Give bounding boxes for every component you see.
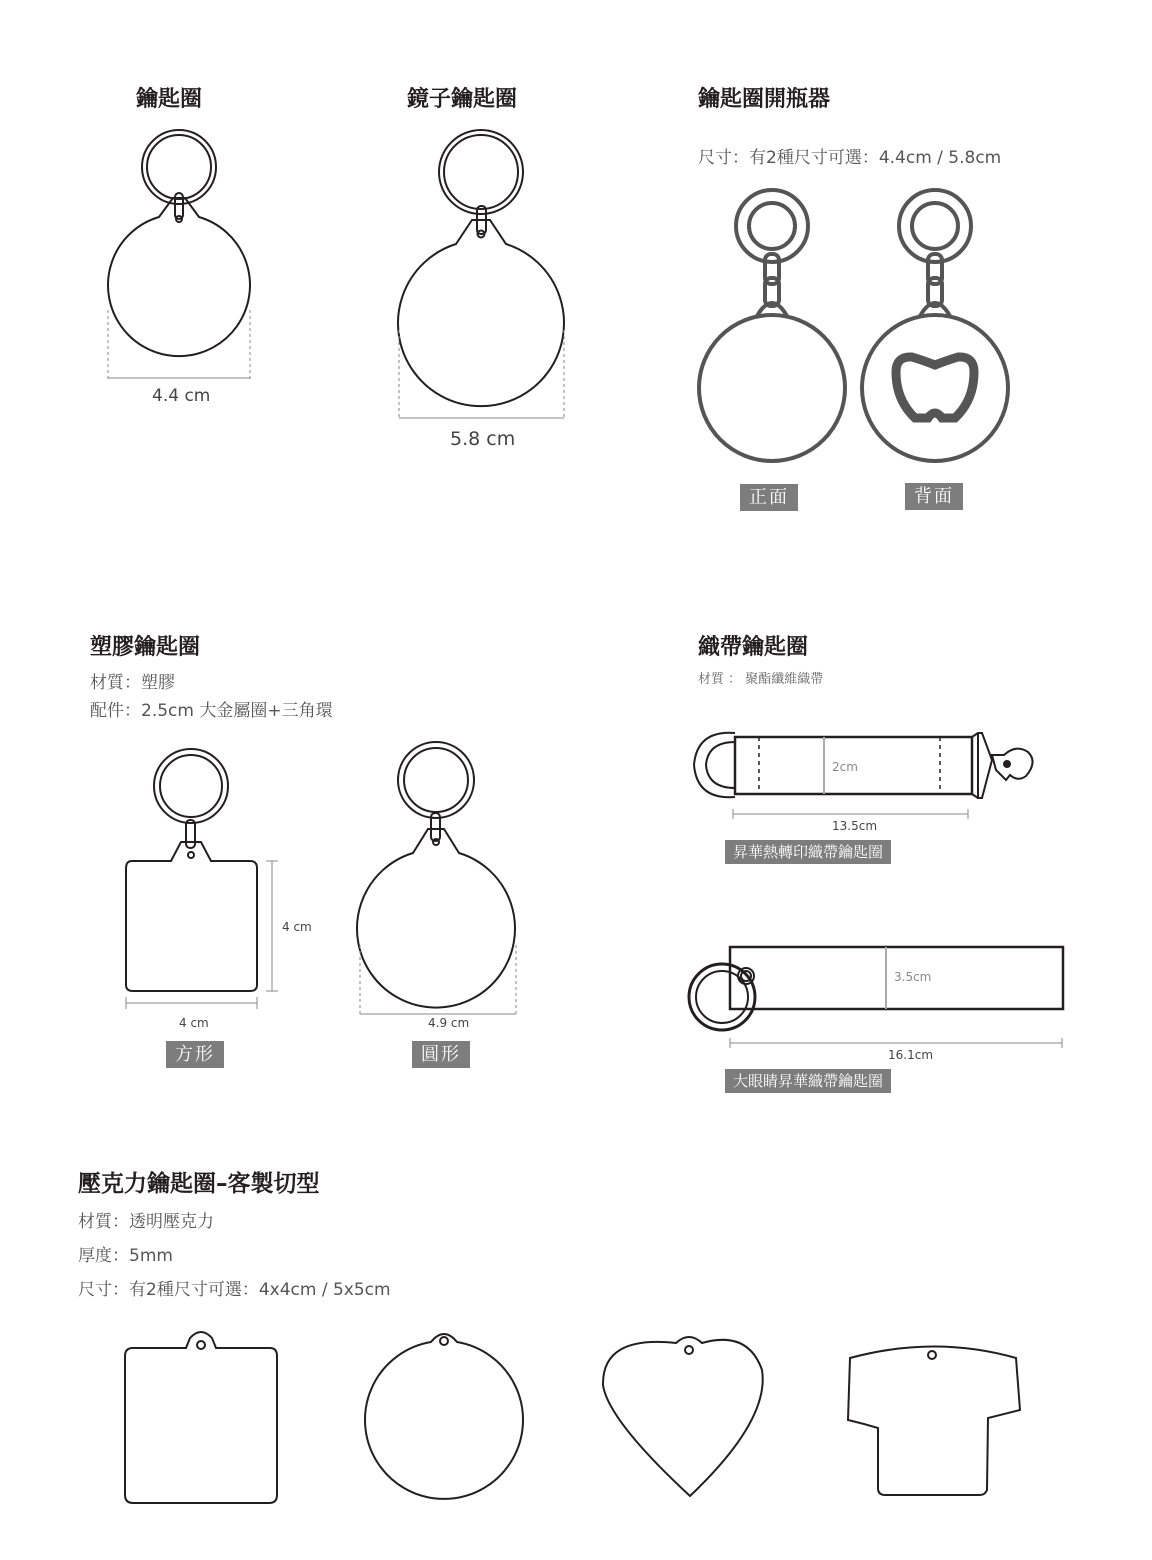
bottle-opener-icon: [896, 357, 974, 418]
acrylic-keyring-title: 壓克力鑰匙圈–客製切型: [78, 1171, 320, 1197]
plastic-square-drawing: [126, 749, 257, 991]
eyelet-width: 3.5cm: [894, 970, 932, 984]
strap-material: 材質 ： 聚酯纖維織帶: [698, 672, 824, 687]
acrylic-thickness: 厚度：5mm: [78, 1246, 173, 1266]
heat-transfer-label: 昇華熱轉印織帶鑰匙圈: [725, 840, 891, 864]
acrylic-size-note: 尺寸：有2種尺寸可選：4x4cm / 5x5cm: [78, 1280, 391, 1300]
opener-front-label: 正面: [740, 484, 798, 511]
heat-transfer-length: 13.5cm: [832, 819, 878, 833]
plastic-keyring-title: 塑膠鑰匙圈: [90, 635, 201, 660]
mirror-keyring-drawing: [398, 130, 564, 406]
tshirt-shape-icon: [848, 1347, 1020, 1496]
plastic-round-label: 圓形: [412, 1041, 470, 1068]
plastic-square-label: 方形: [166, 1041, 224, 1068]
circle-shape-icon: [365, 1334, 523, 1499]
plastic-square-height: 4 cm: [282, 920, 312, 934]
strap-keyring-title: 織帶鑰匙圈: [698, 635, 809, 660]
mirror-keyring-dimension: 5.8 cm: [450, 428, 516, 450]
acrylic-material: 材質：透明壓克力: [78, 1212, 214, 1232]
plastic-material: 材質：塑膠: [90, 673, 175, 693]
plastic-square-width: 4 cm: [179, 1016, 209, 1030]
eyelet-label: 大眼睛昇華織帶鑰匙圈: [725, 1069, 891, 1093]
keyring-dimension: 4.4 cm: [152, 386, 211, 406]
opener-back-drawing: [862, 190, 1008, 461]
eyelet-length: 16.1cm: [888, 1048, 934, 1062]
plastic-round-drawing: [357, 742, 515, 1008]
opener-keyring-title: 鑰匙圈開瓶器: [698, 87, 831, 112]
heart-shape-icon: [603, 1337, 763, 1496]
opener-back-label: 背面: [905, 483, 963, 510]
eyelet-strap-drawing: [689, 947, 1063, 1030]
square-shape-icon: [125, 1332, 277, 1503]
keyring-drawing: [108, 130, 250, 356]
plastic-round-width: 4.9 cm: [428, 1016, 470, 1030]
heat-transfer-width: 2cm: [832, 760, 858, 774]
mirror-keyring-title: 鏡子鑰匙圈: [407, 87, 518, 112]
keyring-title: 鑰匙圈: [136, 87, 203, 112]
heat-transfer-strap-drawing: [694, 733, 1033, 798]
plastic-accessory: 配件：2.5cm 大金屬圈+三角環: [90, 701, 333, 721]
opener-size-note: 尺寸：有2種尺寸可選：4.4cm / 5.8cm: [698, 148, 1002, 168]
opener-front-drawing: [699, 190, 845, 461]
mirror-ring-icon: [439, 130, 523, 214]
